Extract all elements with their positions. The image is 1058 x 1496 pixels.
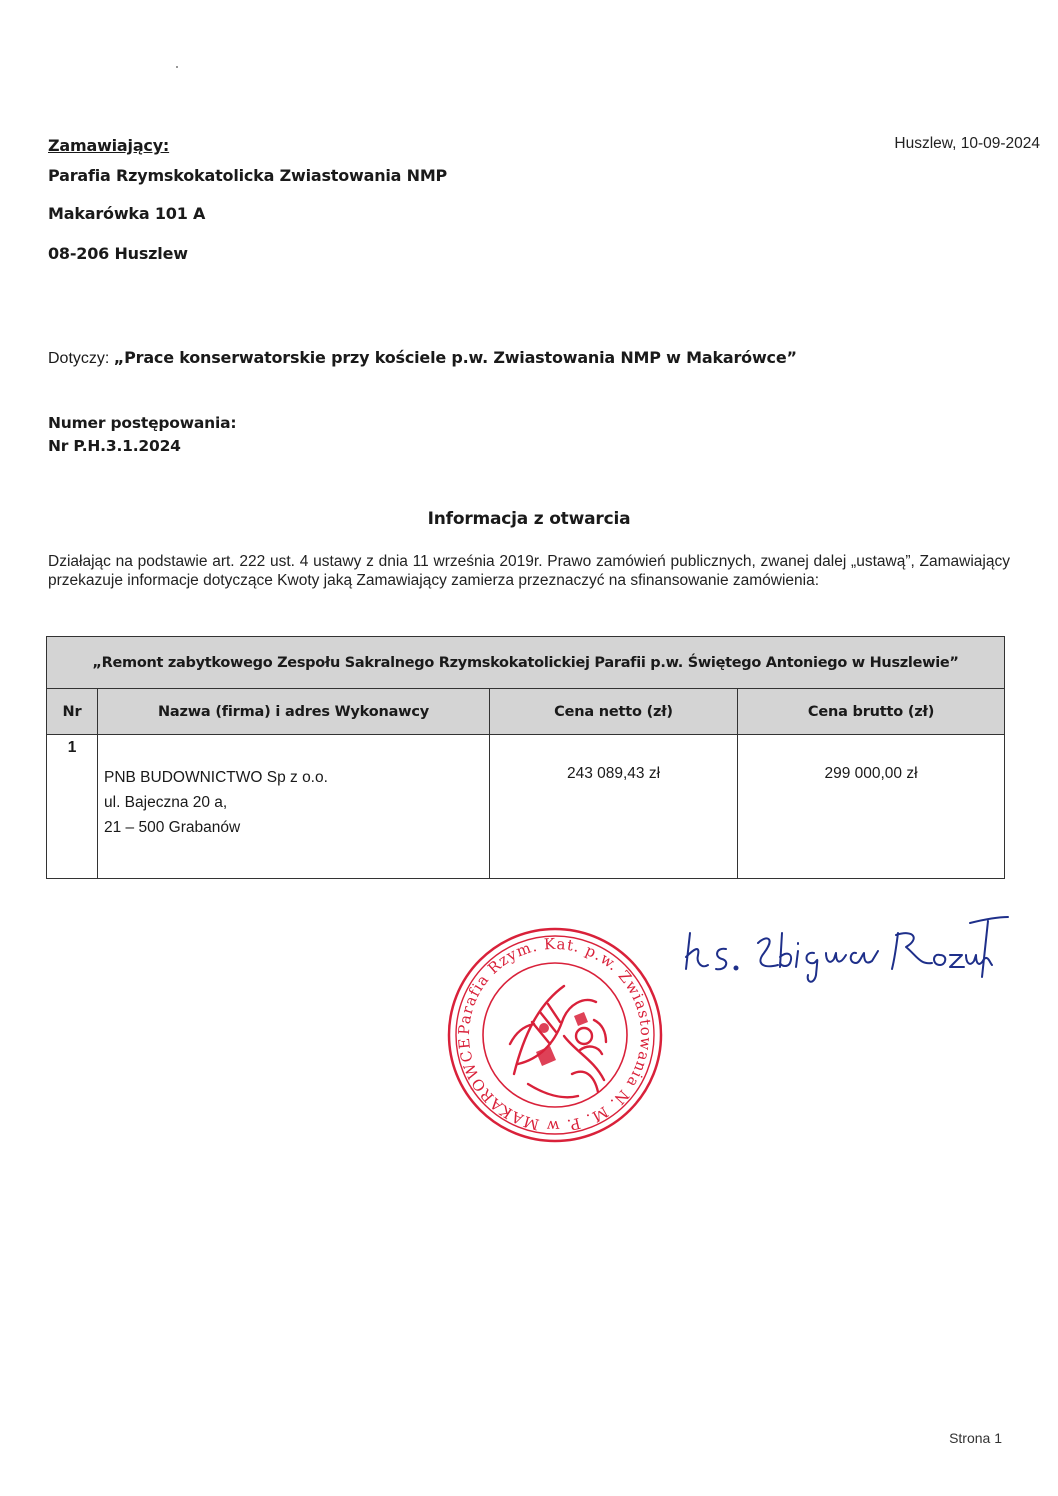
table-row (47, 735, 1005, 879)
contractor-name: PNB BUDOWNICTWO Sp z o.o. (104, 769, 328, 786)
ordering-party-label: Zamawiający: (48, 136, 170, 155)
header-nr: Nr (47, 689, 98, 735)
svg-text:Parafia Rzym. Kat. p.w. Zwiast: Parafia Rzym. Kat. p.w. Zwiastowania N. M. P. w MAKARÓWCE (454, 934, 656, 1136)
scan-speck (176, 66, 178, 68)
table-caption: „Remont zabytkowego Zespołu Sakralnego Rzymskokatolickiej Parafii p.w. Świętego Antoniego w Huszlewie” (47, 637, 1005, 689)
header-net-price: Cena netto (zł) (490, 689, 738, 735)
parish-stamp (444, 924, 666, 1146)
handwritten-signature (670, 905, 1010, 995)
offers-table (46, 636, 1005, 879)
ordering-party-name: Parafia Rzymskokatolicka Zwiastowania NMP (48, 166, 448, 185)
place-and-date: Huszlew, 10-09-2024 (894, 135, 1040, 152)
row-contractor (98, 735, 490, 879)
procedure-number: Nr P.H.3.1.2024 (48, 437, 181, 455)
contractor-street: ul. Bajeczna 20 a, (104, 794, 228, 811)
subject-text: „Prace konserwatorskie przy kościele p.w. Zwiastowania NMP w Makarówce” (113, 348, 797, 367)
ordering-party-street: Makarówka 101 A (48, 204, 206, 223)
page-number: Strona 1 (949, 1430, 1002, 1446)
procedure-number-label: Numer postępowania: (48, 414, 237, 432)
header-contractor: Nazwa (firma) i adres Wykonawcy (98, 689, 490, 735)
row-gross-price: 299 000,00 zł (738, 735, 1005, 879)
ordering-party-city: 08-206 Huszlew (48, 244, 188, 263)
header-gross-price: Cena brutto (zł) (738, 689, 1005, 735)
row-nr: 1 (47, 735, 98, 879)
subject-line (48, 348, 797, 368)
table-caption-row (47, 637, 1005, 689)
contractor-city: 21 – 500 Grabanów (104, 819, 241, 836)
intro-paragraph: Działając na podstawie art. 222 ust. 4 ustawy z dnia 11 września 2019r. Prawo zamówień publicznych, zwanej dalej „ustawą”, Zamawiający przekazuje informacje dotyczące Kwoty jaką Zamawiający zamierza przeznaczyć na sfinansowanie zamówienia: (48, 553, 1010, 589)
document-title: Informacja z otwarcia (427, 509, 631, 529)
subject-label: Dotyczy: (48, 350, 114, 367)
table-header-row (47, 689, 1005, 735)
row-net-price: 243 089,43 zł (490, 735, 738, 879)
